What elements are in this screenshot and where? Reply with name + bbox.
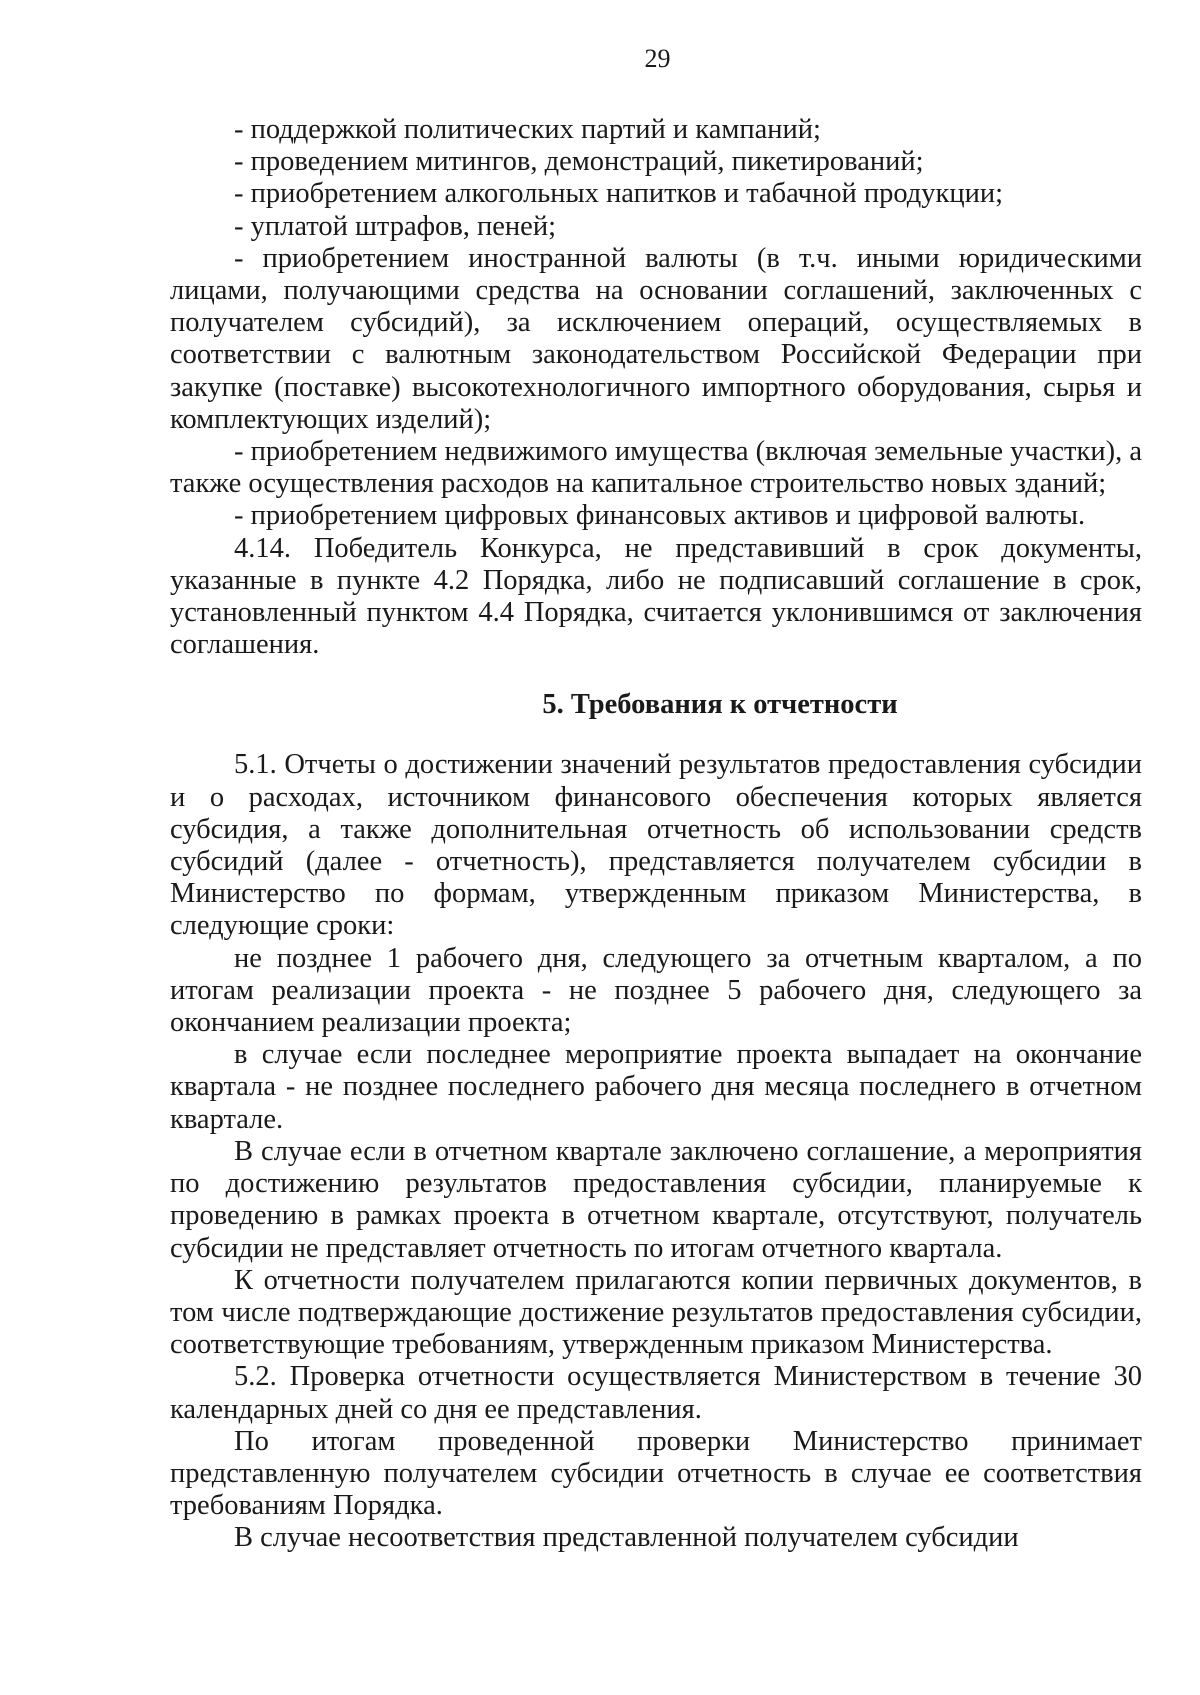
list-item-currency: - приобретением иностранной валюты (в т.ч. иными юридическими лицами, получающими средства на основании соглашений, заключенных с получателем субсидий), за исключением операций, осуществляемых в соответствии с валютным законодательством Российской Федерации при закупке (поставке) высокотехнологичного импортного оборудования, сырья и комплектующих изделий); (170, 242, 1142, 435)
list-item-real-estate: - приобретением недвижимого имущества (включая земельные участки), а также осуществления расходов на капитальное строительство новых зданий; (170, 436, 1142, 500)
page-number: 29 (644, 44, 671, 73)
section-heading: 5. Требования к отчетности (542, 689, 898, 721)
paragraph-deadline-last-event: в случае если последнее мероприятие проекта выпадает на окончание квартала - не позднее последнего рабочего дня месяца последнего в отчетном квартале. (170, 1039, 1142, 1135)
paragraph-acceptance: По итогам проведенной проверки Министерство принимает представленную получателем субсидии отчетность в случае ее соответствия требованиям Порядка. (170, 1425, 1142, 1522)
paragraph-deadline-quarter: не позднее 1 рабочего дня, следующего за отчетным кварталом, а по итогам реализации проекта - не позднее 5 рабочего дня, следующего за окончанием реализации проекта; (170, 942, 1142, 1039)
list-item-fines: - уплатой штрафов, пеней; (234, 210, 557, 242)
page-body (170, 114, 1142, 1555)
clause-5-2: 5.2. Проверка отчетности осуществляется Министерством в течение 30 календарных дней со дня ее представления. (170, 1361, 1142, 1425)
clause-4-14: 4.14. Победитель Конкурса, не представивший в срок документы, указанные в пункте 4.2 Порядка, либо не подписавший соглашение в срок, установленный пунктом 4.4 Порядка, считается уклонившимся от заключения соглашения. (170, 532, 1142, 661)
paragraph-attachments: К отчетности получателем прилагаются копии первичных документов, в том числе подтверждающие достижение результатов предоставления субсидии, соответствующие требованиям, утвержденным приказом Министерства. (170, 1264, 1142, 1361)
list-item-rallies: - проведением митингов, демонстраций, пикетирований; (234, 146, 924, 178)
paragraph-nonconformity: В случае несоответствия представленной получателем субсидии (234, 1522, 1019, 1554)
list-item-parties: - поддержкой политических партий и кампаний; (234, 114, 821, 145)
clause-5-1: 5.1. Отчеты о достижении значений результатов предоставления субсидии и о расходах, источником финансового обеспечения которых является субсидия, а также дополнительная отчетность об использовании средств субсидий (далее - отчетность), представляется получателем субсидии в Министерство по формам, утвержденным приказом Министерства, в следующие сроки: (170, 749, 1142, 942)
list-item-alcohol: - приобретением алкогольных напитков и табачной продукции; (234, 178, 1004, 210)
paragraph-no-reporting: В случае если в отчетном квартале заключено соглашение, а мероприятия по достижению результатов предоставления субсидии, планируемые к проведению в рамках проекта в отчетном квартале, отсутствуют, получатель субсидии не представляет отчетность по итогам отчетного квартала. (170, 1135, 1142, 1264)
list-item-digital-assets: - приобретением цифровых финансовых активов и цифровой валюты. (234, 500, 1086, 532)
